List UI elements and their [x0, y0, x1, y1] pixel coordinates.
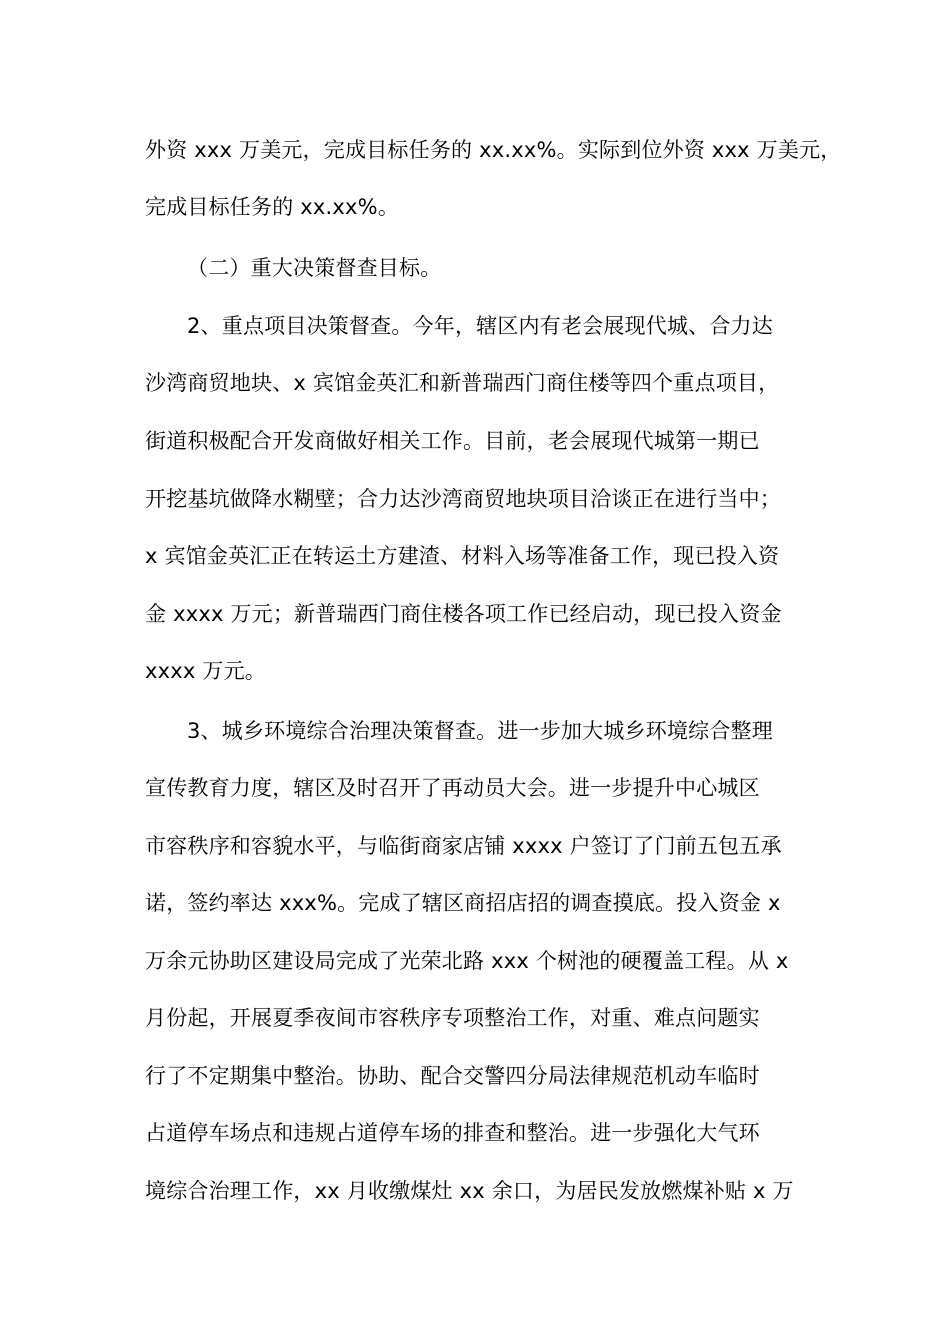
text-line-11: 3、城乡环境综合治理决策督查。进一步加大城乡环境综合整理 [187, 719, 773, 743]
text-line-18: 占道停车场点和违规占道停车场的排查和整治。进一步强化大气环 [145, 1121, 760, 1145]
text-line-17: 行了不定期集中整治。协助、配合交警四分局法律规范机动车临时 [145, 1064, 760, 1088]
text-line-7: 开挖基坑做降水糊壁；合力达沙湾商贸地块项目洽谈正在进行当中； [145, 487, 781, 511]
text-line-5: 沙湾商贸地块、x 宾馆金英汇和新普瑞西门商住楼等四个重点项目， [145, 371, 780, 395]
text-line-9: 金 xxxx 万元；新普瑞西门商住楼各项工作已经启动，现已投入资金 [145, 602, 782, 626]
text-line-6: 街道积极配合开发商做好相关工作。目前，老会展现代城第一期已 [145, 429, 760, 453]
text-line-19: 境综合治理工作，xx 月收缴煤灶 xx 余口，为居民发放燃煤补贴 x 万 [145, 1179, 794, 1203]
text-line-8: x 宾馆金英汇正在转运土方建渣、材料入场等准备工作，现已投入资 [145, 544, 780, 568]
text-line-1: 外资 xxx 万美元，完成目标任务的 xx.xx%。实际到位外资 xxx 万美元， [145, 138, 842, 162]
text-line-2: 完成目标任务的 xx.xx%。 [145, 195, 400, 219]
text-line-16: 月份起，开展夏季夜间市容秩序专项整治工作，对重、难点问题实 [145, 1006, 760, 1030]
section-heading: （二）重大决策督查目标。 [187, 256, 442, 280]
text-line-4: 2、重点项目决策督查。今年，辖区内有老会展现代城、合力达 [187, 314, 773, 338]
text-line-14: 诺，签约率达 xxx%。完成了辖区商招店招的调查摸底。投入资金 x [145, 891, 781, 915]
text-line-10: xxxx 万元。 [145, 659, 266, 683]
text-line-13: 市容秩序和容貌水平，与临街商家店铺 xxxx 户签订了门前五包五承 [145, 834, 782, 858]
text-line-12: 宣传教育力度，辖区及时召开了再动员大会。进一步提升中心城区 [145, 776, 760, 800]
text-line-15: 万余元协助区建设局完成了光荣北路 xxx 个树池的硬覆盖工程。从 x [145, 949, 789, 973]
